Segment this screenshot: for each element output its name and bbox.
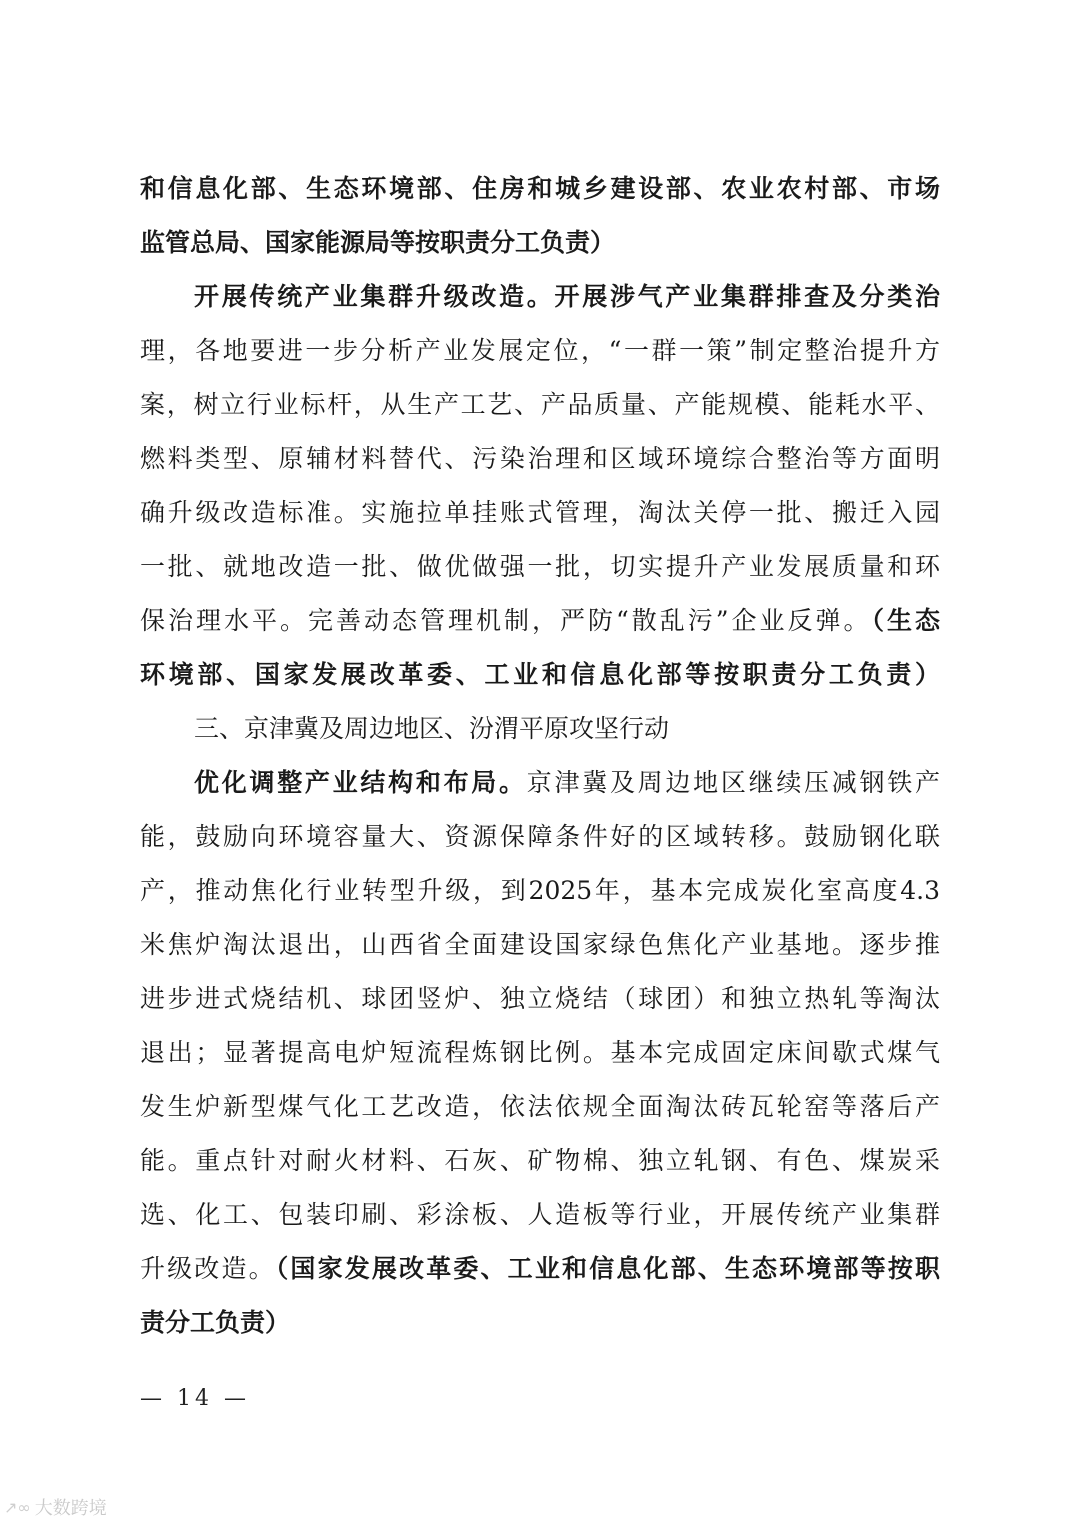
text-line — [140, 594, 940, 648]
chapter-heading: 三、京津冀及周边地区、汾渭平原攻坚行动 — [194, 714, 670, 743]
text-line: 能。重点针对耐火材料、石灰、矿物棉、独立轧钢、有色、煤炭采 — [140, 1146, 940, 1175]
text-line: 监管总局、国家能源局等按职责分工负责） — [140, 228, 616, 257]
text-line: 选、化工、包装印刷、彩涂板、人造板等行业，开展传统产业集群 — [140, 1200, 940, 1229]
section-heading: 开展传统产业集群升级改造。开展涉气产业集群排查及分类治 — [194, 282, 940, 311]
text-line: 一批、就地改造一批、做优做强一批，切实提升产业发展质量和环 — [140, 552, 940, 581]
paragraph-first-line — [140, 756, 940, 810]
responsibility-note: （生态 — [871, 606, 940, 635]
responsibility-note: （国家发展改革委、工业和信息化部、生态环境部等按职 — [275, 1254, 940, 1283]
text-line: 退出；显著提高电炉短流程炼钢比例。基本完成固定床间歇式煤气 — [140, 1038, 940, 1067]
paragraph-first-line — [140, 270, 940, 324]
text-span: 京津冀及周边地区继续压减钢铁产 — [526, 768, 940, 797]
document-body — [140, 162, 940, 1350]
watermark — [4, 1494, 107, 1520]
text-span: 保治理水平。完善动态管理机制，严防“散乱污”企业反弹。 — [140, 606, 872, 635]
text-line: 米焦炉淘汰退出，山西省全面建设国家绿色焦化产业基地。逐步推 — [140, 930, 940, 959]
text-line: 环境部、国家发展改革委、工业和信息化部等按职责分工负责） — [140, 660, 940, 689]
section-heading: 优化调整产业结构和布局。 — [194, 768, 527, 797]
text-line: 能，鼓励向环境容量大、资源保障条件好的区域转移。鼓励钢化联 — [140, 822, 940, 851]
text-line: 产，推动焦化行业转型升级，到2025年，基本完成炭化室高度4.3 — [140, 876, 940, 905]
text-line: 燃料类型、原辅材料替代、污染治理和区域环境综合整治等方面明 — [140, 444, 940, 473]
watermark-text: 大数跨境 — [34, 1498, 107, 1519]
text-line: 和信息化部、生态环境部、住房和城乡建设部、农业农村部、市场 — [140, 174, 940, 203]
text-line: 发生炉新型煤气化工艺改造，依法依规全面淘汰砖瓦轮窑等落后产 — [140, 1092, 940, 1121]
text-line: 进步进式烧结机、球团竖炉、独立烧结（球团）和独立热轧等淘汰 — [140, 984, 940, 1013]
watermark-logo-icon: ↗∞ — [4, 1497, 31, 1517]
text-line — [140, 1242, 940, 1296]
text-line: 责分工负责） — [140, 1308, 291, 1337]
page-number: — 14 — — [140, 1386, 250, 1411]
text-line: 案，树立行业标杆，从生产工艺、产品质量、产能规模、能耗水平、 — [140, 390, 940, 419]
text-line: 确升级改造标准。实施拉单挂账式管理，淘汰关停一批、搬迁入园 — [140, 498, 940, 527]
text-line: 理，各地要进一步分析产业发展定位，“一群一策”制定整治提升方 — [140, 336, 940, 365]
text-span: 升级改造。 — [140, 1254, 276, 1283]
